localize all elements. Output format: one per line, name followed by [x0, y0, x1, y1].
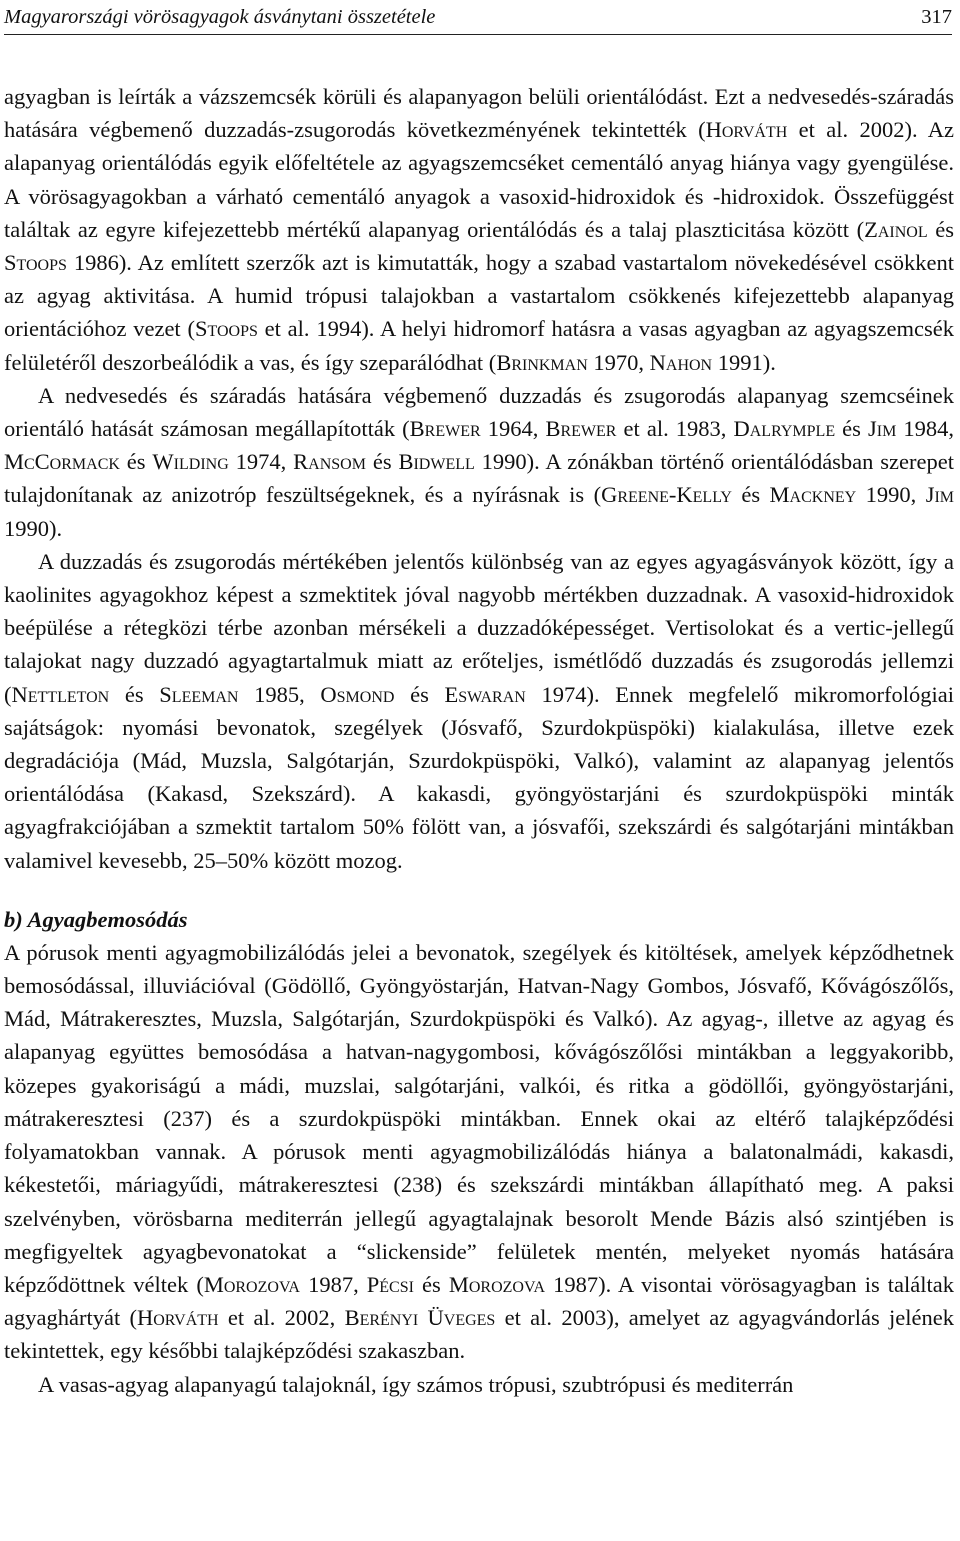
text-run: 1974,	[228, 449, 294, 475]
author-citation: Eswaran	[444, 681, 526, 707]
author-citation: Nahon	[649, 349, 713, 375]
author-citation: Wilding	[152, 449, 229, 475]
text-run: A nedvesedés és száradás hatására végbemenő duzzadás és zsugorodás alapanyag szemcséinek orientáló hatását számosan megállapították (	[4, 382, 954, 442]
author-citation: Berényi Üveges	[344, 1305, 496, 1331]
text-run: 1986). Az említett szerzők azt is kimutatták, hogy a szabad vastartalom növekedésével csökkent az agyag aktivitása. A humid trópusi talajokban a vastartalom csökkenés kifejezettebb alapanyag orientációhoz vezet (	[4, 250, 954, 342]
text-run: et al. 2003), amelyet az agyagvándorlás jelének tekintettek, egy későbbi talajképződési szakaszban.	[4, 1305, 955, 1364]
text-run: és	[927, 216, 954, 242]
article-body	[4, 80, 954, 1401]
text-run: és	[109, 681, 160, 707]
author-citation: Zainol	[864, 216, 928, 242]
text-run: A duzzadás és zsugorodás mértékében jelentős különbség van az egyes agyagásványok között, így a kaolinites agyagokhoz képest a szmektitek jóval nagyobb mértékben duzzadnak. A vasoxid-hidroxidok beépülése a rétegközi térbe azonban mérsékeli a duzzadóképességet. Vertisolokat és a vertic-jellegű talajokat nagy duzzadó agyagtartalmuk miatt az erőteljes, ismétlődő duzzadás és zsugorodás jellemzi (	[4, 548, 954, 707]
paragraph-2	[4, 379, 954, 545]
running-title: Magyarországi vörösagyagok ásványtani összetétele	[4, 5, 436, 28]
author-citation: Horváth	[705, 117, 788, 143]
text-run: 1985,	[238, 681, 321, 707]
author-citation: Morozova	[203, 1271, 300, 1297]
text-run: agyagban is leírták a vázszemcsék körüli és alapanyagon belüli orientálódást. Ezt a nedvesedés-száradás hatására végbemenő duzzadás-zsugorodás következményének tekintették (	[4, 84, 954, 143]
author-citation: Stoops	[4, 250, 67, 276]
author-citation: Brinkman	[496, 349, 588, 375]
text-run: 1990). A zónákban történő orientálódásban szerepet tulajdonítanak az anizotróp feszültségeknek, és a nyírásnak is (	[4, 449, 954, 508]
text-run: és	[731, 482, 770, 508]
author-citation: Jim	[868, 416, 897, 442]
author-citation: McCormack	[4, 449, 120, 475]
text-run: 1991).	[712, 349, 776, 375]
text-run: 1964,	[480, 416, 546, 442]
author-citation: Stoops	[194, 316, 258, 342]
text-run: A vasas-agyag alapanyagú talajoknál, így számos trópusi, szubtrópusi és mediterrán	[38, 1371, 794, 1397]
author-citation: Brewer	[409, 416, 481, 442]
text-run: és	[413, 1271, 449, 1297]
text-run: 1987,	[300, 1271, 367, 1297]
text-run: 1987). A visontai vörösagyagban is találtak agyaghártyát (	[4, 1271, 954, 1331]
author-citation: Brewer	[545, 416, 617, 442]
author-citation: Bidwell	[398, 449, 475, 475]
author-citation: Greene-Kelly	[601, 482, 732, 508]
text-run: és	[119, 449, 153, 475]
paragraph-1	[4, 80, 954, 379]
text-run: et al. 2002,	[218, 1305, 345, 1331]
text-run: 1970,	[587, 349, 650, 375]
text-run: et al. 1994). A helyi hidromorf hatásra a vasas agyagban az agyagszemcsék felületéről deszorbeálódik a vas, és így szeparálódhat (	[4, 316, 954, 375]
author-citation: Nettleton	[11, 681, 110, 707]
text-run: 1990).	[4, 515, 63, 541]
text-run: A pórusok menti agyagmobilizálódás jelei a bevonatok, szegélyek és kitöltések, amelyek képződhetnek bemosódással, illuviációval (Gödöllő, Gyöngyöstarján, Hatvan-Nagy Gombos, Jósvafő, Kővágószőlős, Mád, Mátrakeresztes, Muzsla, Salgótarján, Szurdokpüspöki és Valkó). Az agyag-, illetve az agyag és alapanyag együttes bemosódása a hatvan-nagygombosi, kővágószőlősi mintákban a leggyakoribb, közepes gyakoriságú a mádi, muzslai, salgótarjáni, valkói, és ritka a gödöllői, gyöngyöstarjáni, mátrakeresztesi (237) és a szurdokpüspöki mintákban. Ennek okai az eltérő talajképződési folyamatokban vannak. A pórusok menti agyagmobilizálódás hiánya a balatonalmádi, kakasdi, kékestetői, máriagyűdi, mátrakeresztesi (238) és szekszárdi mintákban állapítható meg. A paksi szelvényben, vörösbarna mediterrán jellegű agyagtalajnak besorolt Mende Bázis alsó szintjében is megfigyeltek agyagbevonatokat a “slickenside” felületek mentén, melyeket nyomás hatására képződöttnek véltek (	[4, 939, 954, 1297]
section-heading: b) Agyagbemosódás	[4, 906, 188, 932]
paragraph-4	[4, 936, 954, 1368]
text-run: 1990,	[856, 482, 926, 508]
author-citation: Pécsi	[366, 1271, 414, 1297]
running-header	[4, 0, 952, 35]
text-run: 1974). Ennek megfelelő mikromorfológiai sajátságok: nyomási bevonatok, szegélyek (Jósvafő, Szurdokpüspöki) kialakulása, illetve ezek degradációja (Mád, Muzsla, Salgótarján, Szurdokpüspöki, Valkó), valamint az alapanyag jelentős orientálódása (Kakasd, Szekszárd). A kakasdi, gyöngyöstarjáni és szurdokpüspöki minták agyagfrakciójában a szmektit tartalom 50% fölött van, a jósvafői, szekszárdi és salgótarjáni mintákban valamivel kevesebb, 25–50% között mozog.	[4, 681, 954, 873]
author-citation: Dalrymple	[733, 416, 836, 442]
text-run: 1984,	[896, 416, 955, 442]
author-citation: Ransom	[293, 449, 366, 475]
paragraph-3	[4, 545, 954, 877]
author-citation: Jim	[925, 482, 954, 508]
author-citation: Osmond	[320, 681, 395, 707]
paragraph-5	[4, 1368, 954, 1401]
page-number: 317	[921, 5, 952, 28]
author-citation: Morozova	[448, 1271, 546, 1297]
author-citation: Horváth	[136, 1305, 219, 1331]
text-run: és	[365, 449, 399, 475]
author-citation: Sleeman	[159, 681, 239, 707]
text-run: et al. 1983,	[616, 416, 734, 442]
text-run: et al. 2002). Az alapanyag orientálódás egyik előfeltétele az agyagszemcséket cementáló anyag hiánya vagy gyengülése. A vörösagyagokban a várható cementáló anyagok a vasoxid-hidroxidok és -hidroxidok. Összefüggést találtak az egyre kifejezettebb mértékű alapanyag orientálódás és a talaj plaszticitása között (	[4, 117, 954, 242]
author-citation: Mackney	[769, 482, 857, 508]
text-run: és	[835, 416, 868, 442]
text-run: és	[394, 681, 445, 707]
